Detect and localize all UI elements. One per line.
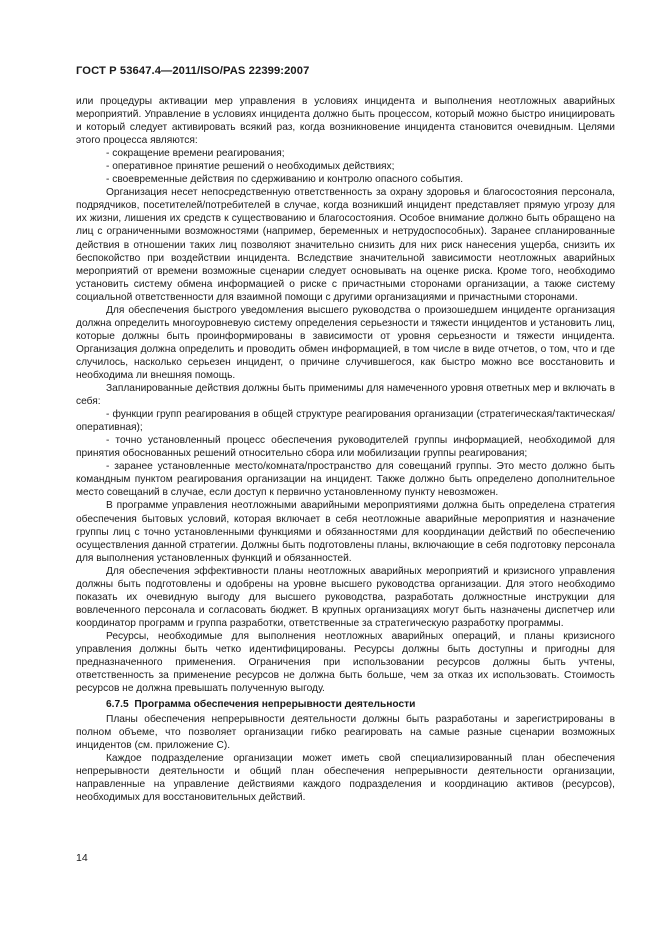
list-item: - точно установленный процесс обеспечения руководителей группы информацией, необходимой для принятия обоснованных решений относительно сбора или мобилизации группы реагирования; — [76, 435, 615, 460]
paragraph-strategy: В программе управления неотложными аварийными мероприятиями должна быть определена стратегия обеспечения бытовых условий, которая включает в себя неотложные аварийные мероприятия и назначение группы лиц с точно установленными функциями и обязанностями для координации действий по обеспечению осуществления данной стратегии. Должны быть подготовлены планы, включающие в себя подготовку персонала для выполнения установленных функций и обязанностей. — [76, 500, 615, 564]
document-body — [76, 95, 615, 805]
list-item: - оперативное принятие решений о необходимых действиях; — [106, 161, 395, 173]
list-item: - своевременные действия по сдерживанию и контролю опасного события. — [106, 174, 464, 186]
paragraph-notification: Для обеспечения быстрого уведомления высшего руководства о произошедшем инциденте организация должна определить многоуровневую систему определения серьезности и тяжести инцидентов и установить лиц, которые должны быть проинформированы в зависимости от уровня серьезности и тяжести инцидента. Организация должна определить и проводить обмен информацией, в том числе в виде отчетов, о том, что и где случилось, насколько серьезен инцидент, о причине случившегося, как быстро можно все восстановить и необходима ли внешняя помощь. — [76, 304, 615, 381]
page-number: 14 — [76, 852, 88, 864]
list-item: - функции групп реагирования в общей структуре реагирования организации (стратегическая/тактическая/оперативная); — [76, 409, 615, 434]
section-heading — [76, 698, 615, 711]
paragraph-continuity-plans: Планы обеспечения непрерывности деятельности должны быть разработаны и зарегистрированы в полном объеме, что позволяет организации гибко реагировать на самые разные сценарии возможных инцидентов (см. приложение С). — [76, 714, 615, 752]
paragraph-planned-actions: Запланированные действия должны быть применимы для намеченного уровня ответных мер и включать в себя: — [76, 383, 615, 408]
section-title: Программа обеспечения непрерывности деятельности — [134, 699, 416, 711]
document-header: ГОСТ Р 53647.4—2011/ISO/PAS 22399:2007 — [76, 65, 310, 77]
paragraph-responsibility: Организация несет непосредственную ответственность за охрану здоровья и благосостояния персонала, подрядчиков, посетителей/потребителей в случае, когда возникший инцидент представляет прямую угрозу для их жизни, лишения их средств к существованию и благосостояния. Особое внимание должно быть обращено на лиц с ограниченными возможностями (например, беременных и нетрудоспособных). Заранее спланированные действия в отношении таких лиц позволяют значительно снизить для них риск нанесения ущерба, снизить их беспокойство при воздействии инцидента. Вследствие значительной зависимости неотложных аварийных мероприятий от времени возможные сценарии следует основывать на оценке риска. Кроме того, необходимо установить систему обмена информацией о риске с причастными сторонами организации, а также систему социальной ответственности для взаимной помощи с другими организациями и причастными сторонами. — [76, 187, 615, 303]
list-item: - заранее установленные место/комната/пространство для совещаний группы. Это место должно быть командным пунктом реагирования организации на инцидент. Также должно быть определено дополнительное место совещаний в случае, если доступ к первично установленному пункту невозможен. — [76, 461, 615, 499]
paragraph-intro: или процедуры активации мер управления в условиях инцидента и выполнения неотложных аварийных мероприятий. Управление в условиях инцидента должно быть процессом, который можно быстро инициировать и который следует активировать всякий раз, когда возникновение инцидента становится очевидным. Целями этого процесса являются: — [76, 96, 615, 147]
section-number: 6.7.5 — [106, 699, 129, 711]
paragraph-department-plans: Каждое подразделение организации может иметь свой специализированный план обеспечения непрерывности деятельности и общий план обеспечения непрерывности деятельности организации, направленные на управление действиями каждого подразделения и координацию активов (ресурсов), необходимых для восстановительных действий. — [76, 753, 615, 804]
paragraph-resources: Ресурсы, необходимые для выполнения неотложных аварийных операций, и планы кризисного управления должны быть четко идентифицированы. Ресурсы должны быть доступны и пригодны для предназначенного применения. Ограничения при использовании ресурсов должны быть учтены, ответственность за применение ресурсов не должна быть больше, чем за отказ их использовать. Стоимость ресурсов не должна превышать полученную выгоду. — [76, 630, 615, 695]
list-item: - сокращение времени реагирования; — [106, 148, 285, 160]
paragraph-effectiveness: Для обеспечения эффективности планы неотложных аварийных мероприятий и кризисного управления должны быть подготовлены и одобрены на уровне высшего руководства организации. Для этого необходимо показать их очевидную выгоду для высшего руководства, разработать должностные инструкции для вовлеченного персонала и согласовать бюджет. В крупных организациях могут быть назначены диспетчер или координатор программ и группа разработки, ответственные за стратегическую разработку программы. — [76, 565, 615, 629]
